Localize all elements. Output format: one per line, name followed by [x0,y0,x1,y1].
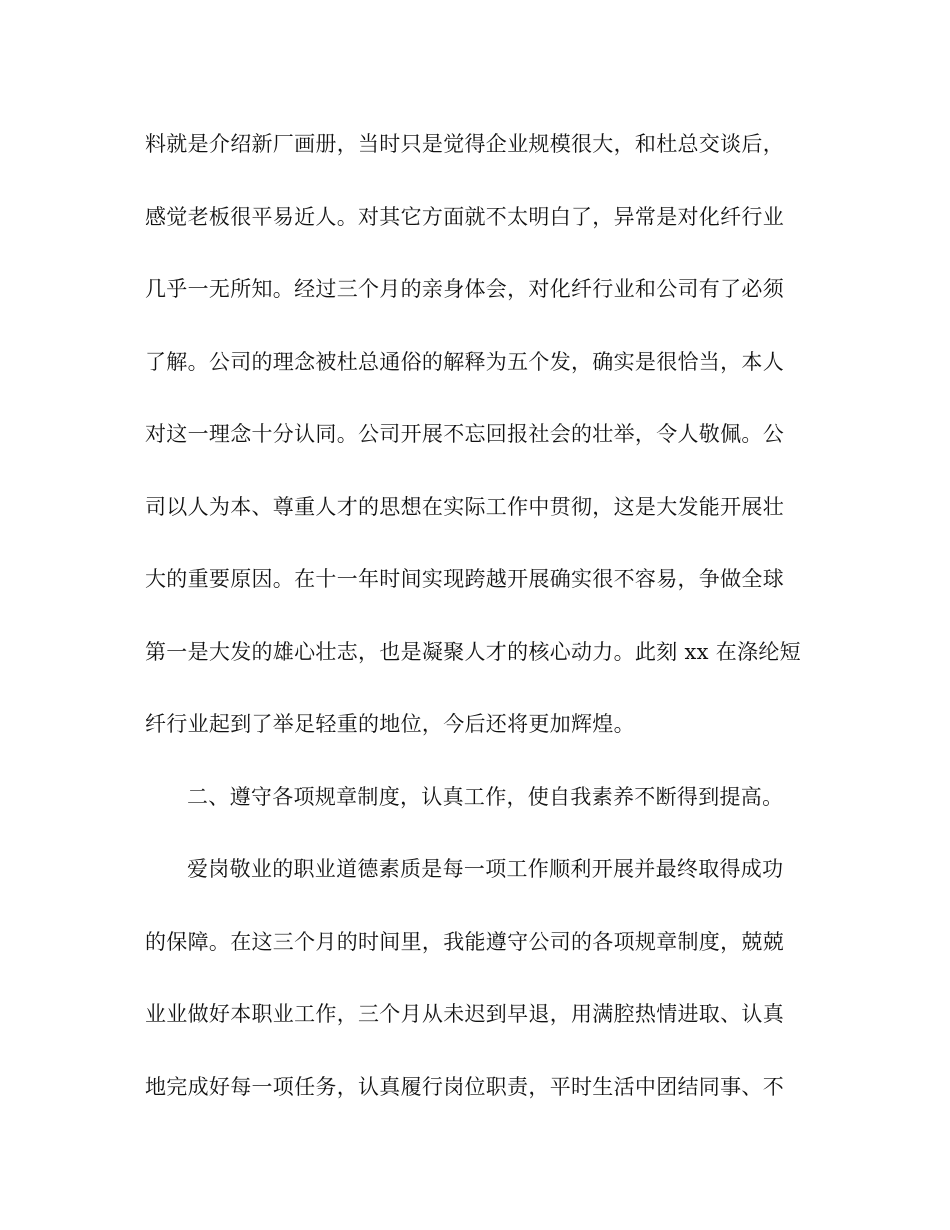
text-line: 大的重要原因。在十一年时间实现跨越开展确实很不容易，争做全球 [145,567,784,591]
text-line: 对这一理念十分认同。公司开展不忘回报社会的壮举，令人敬佩。公 [145,422,784,446]
text-line: 了解。公司的理念被杜总通俗的解释为五个发，确实是很恰当，本人 [145,349,784,374]
document-body [145,120,810,1135]
paragraph-start-line: 爱岗敬业的职业道德素质是每一项工作顺利开展并最终取得成功 [187,857,784,881]
text-line: 的保障。在这三个月的时间里，我能遵守公司的各项规章制度，兢兢 [145,929,784,954]
text-line: 业业做好本职业工作，三个月从未迟到早退，用满腔热情进取、认真 [145,1002,784,1026]
text-line: 料就是介绍新厂画册，当时只是觉得企业规模很大，和杜总交谈后， [145,132,784,156]
text-line: 感觉老板很平易近人。对其它方面就不太明白了，异常是对化纤行业 [145,204,784,229]
section-heading: 二、遵守各项规章制度，认真工作，使自我素养不断得到提高。 [187,784,784,809]
text-line: 几乎一无所知。经过三个月的亲身体会，对化纤行业和公司有了必须 [145,277,784,301]
text-line: 地完成好每一项任务，认真履行岗位职责，平时生活中团结同事、不 [145,1074,784,1099]
text-line: 司以人为本、尊重人才的思想在实际工作中贯彻，这是大发能开展壮 [145,494,784,519]
text-line: 第一是大发的雄心壮志，也是凝聚人才的核心动力。此刻 xx 在涤纶短 [145,639,801,664]
text-line: 纤行业起到了举足轻重的地位，今后还将更加辉煌。 [145,712,635,736]
